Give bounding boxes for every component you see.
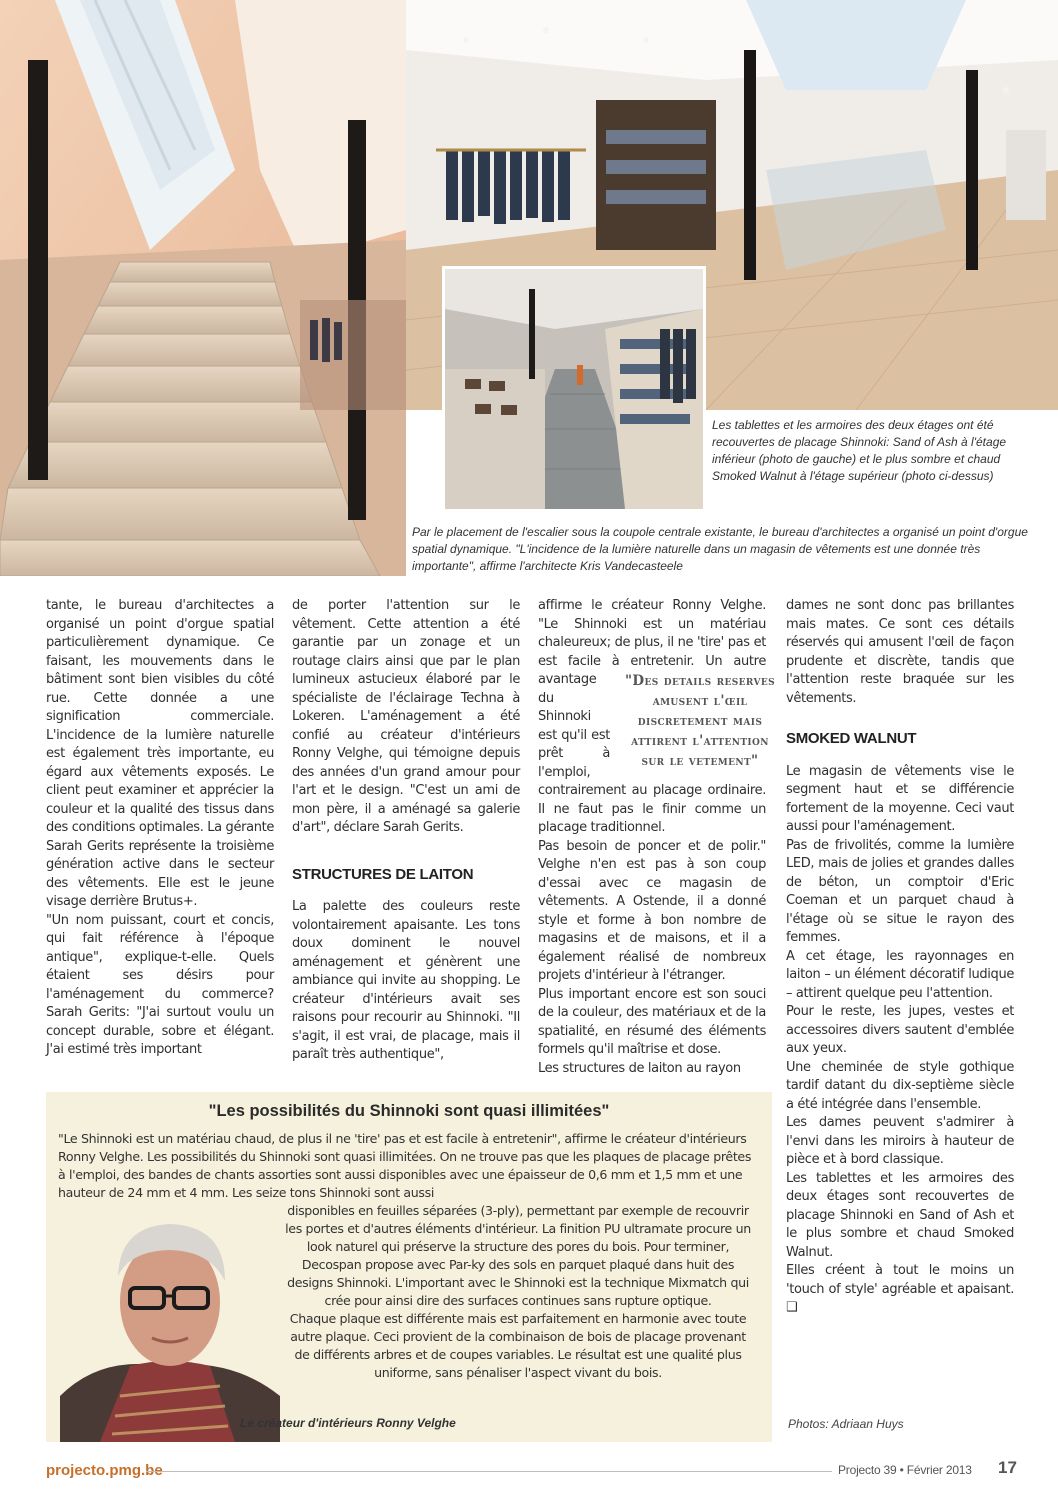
paragraph: Pas besoin de poncer et de polir." Velghe n'en est pas à son coup d'essai avec ce magasin de vêtements. A Ostende, il a donné style et forme à bon nombre de magasins et de maisons, et il a également réalisé de nombreux projets d'intérieur à l'étranger. bbox=[538, 838, 766, 983]
paragraph: Les tablettes et les armoires des deux étages sont recouvertes de placage Shinnoki en Sand of Ash et le plus sombre et chaud Smoked Walnut. bbox=[786, 1170, 1014, 1260]
footer-website-link[interactable]: projecto.pmg.be bbox=[46, 1462, 163, 1479]
box-body-text bbox=[282, 1202, 754, 1382]
section-heading-smoked-walnut: SMOKED WALNUT bbox=[786, 730, 917, 747]
paragraph: Pour le reste, les jupes, vestes et accessoires divers sautent d'emblée aux yeux. bbox=[786, 1004, 1014, 1056]
paragraph: disponibles en feuilles séparées (3-ply), permettant par exemple de recouvrir les portes et d'autres éléments d'intérieur. La finition PU ultramate procure un look naturel qui préserve la structure des pores du bois. Pour terminer, Decospan propose avec Par-ky des sols en parquet plaqué dans huit des designs Shinnoki. L'important avec le Shinnoki est la technique Mixmatch qui crée pour ainsi dire des surfaces continues sans rupture optique. bbox=[285, 1203, 751, 1308]
page-number: 17 bbox=[998, 1458, 1017, 1477]
ronny-velghe-portrait bbox=[60, 1206, 280, 1442]
paragraph: Plus important encore est son souci de la couleur, des matériaux et de la spatialité, en résumé des éléments formels qu'il maîtrise et dose. bbox=[538, 986, 766, 1057]
footer-issue-info: Projecto 39 • Février 2013 bbox=[838, 1463, 972, 1477]
photo-credit: Photos: Adriaan Huys bbox=[788, 1417, 904, 1431]
paragraph: Elles créent à tout le moins un 'touch of style' agréable et apaisant. ❑ bbox=[786, 1263, 1014, 1315]
paragraph: "Un nom puissant, court et concis, qui fait référence à l'époque antique", explique-t-elle. Quels étaient ses désirs pour l'aménagement du commerce? Sarah Gerits: "J'ai surtout voulu un concept durable, sobre et élégant. J'ai estimé très important bbox=[46, 912, 274, 1057]
paragraph: Une cheminée de style gothique tardif datant du dix-septième siècle a été intégrée dans l'ensemble. bbox=[786, 1059, 1014, 1112]
paragraph: Le magasin de vêtements vise le segment haut et se différencie fortement de la moyenne. Ceci vaut aussi pour l'aménagement. bbox=[786, 763, 1014, 834]
paragraph: A cet étage, les rayonnages en laiton – un élément décoratif ludique – attirent quelque peu l'attention. bbox=[786, 948, 1014, 1001]
box-intro-text: "Le Shinnoki est un matériau chaud, de plus il ne 'tire' pas et est facile à entretenir", affirme le créateur d'intérieurs Ronny Velghe. Les possibilités du Shinnoki sont quasi illimitées. On ne trouve pas que les plaques de placage prêtes à l'emploi, des bandes de chants assorties sont aussi disponibles avec une épaisseur de 0,6 mm et 1,5 mm et une hauteur de 24 mm et 4 mm. Les seize tons Shinnoki sont aussi bbox=[58, 1131, 752, 1200]
paragraph: tante, le bureau d'architectes a organisé un point d'orgue spatial particulièrement dynamique. Ce faisant, les mouvements dans le bâtiment sont bien visibles du côté rue. Cette donnée a une signification commerciale. L'incidence de la lumière naturelle est également très importante, eu égard aux vêtements exposés. Le client peut examiner et apprécier la couleur et la qualité des tissus dans des conditions optimales. La gérante Sarah Gerits représente la troisième génération active dans le secteur des vêtements. Elle est le jeune visage derrière Brutus+. bbox=[46, 598, 274, 909]
paragraph: de porter l'attention sur le vêtement. Cette attention a été garantie par un zonage et un routage clairs ainsi que par le plan lumineux astucieux élaboré par le spécialiste de l'éclairage Techna à Lokeren. L'aménagement a été confié au créateur d'intérieurs Ronny Velghe, qui témoigne depuis des années d'un grand amour pour l'art et le design. "C'est un ami de mon père, il a aménagé sa galerie d'art", déclare Sarah Gerits. bbox=[292, 598, 520, 835]
upper-photo-caption: Les tablettes et les armoires des deux étages ont été recouvertes de placage Shinnoki: Sand of Ash à l'étage inférieur (photo de gauche) et le plus sombre et chaud Smoked Walnut à l'étage supérieur (photo ci-dessus) bbox=[712, 418, 1007, 483]
article-column-2 bbox=[292, 597, 520, 1065]
article-column-3 bbox=[538, 597, 775, 1078]
lower-floor-photo bbox=[442, 266, 706, 512]
article-column-1 bbox=[46, 597, 274, 1060]
paragraph: Pas de frivolités, comme la lumière LED, mais de jolies et grandes dalles de béton, un comptoir d'Eric Coeman et un parquet chaud à l'étage où se situe le rayon des femmes. bbox=[786, 837, 1014, 945]
paragraph: Les dames peuvent s'admirer à l'envi dans les miroirs à hauteur de pièce et à bord classique. bbox=[786, 1115, 1014, 1167]
section-heading-structures-de-laiton: STRUCTURES DE LAITON bbox=[292, 865, 474, 883]
pull-quote: "Des details reserves amusent l'œil discretement mais attirent l'attention sur le vetement" bbox=[625, 673, 775, 769]
paragraph: La palette des couleurs reste volontairement apaisante. Les tons doux dominent le nouvel aménagement et génèrent une ambiance qui invite au shopping. Le créateur d'intérieurs avait ses raisons pour recourir au Shinnoki. "Il s'agit, il est vrai, de placage, mais il paraît très authentique", bbox=[292, 899, 520, 1062]
paragraph: Chaque plaque est différente mais est parfaitement en harmonie avec toute autre plaque. Ceci provient de la combinaison de bois de placage provenant de différents arbres et de coupes variables. Le résultat est une qualité plus uniforme, sans pénaliser l'aspect vivant du bois. bbox=[289, 1311, 747, 1380]
paragraph: affirme le créateur Ronny Velghe. "Le Shinnoki est un matériau chaleureux; de plus, il ne 'tire' pas et est facile à entretenir. Un autre avantage du Shinnoki est qu'il est prêt à l'emploi, contrairement au placage ordinaire. Il ne faut pas le finir comme un placage traditionnel. bbox=[538, 598, 766, 835]
staircase-photo-caption: Par le placement de l'escalier sous la coupole centrale existante, le bureau d'architectes a organisé un point d'orgue spatial dynamique. "L'incidence de la lumière naturelle dans un magasin de vêtements est une donnée très importante", affirme l'architecte Kris Vandecasteele bbox=[412, 525, 1028, 573]
paragraph: dames ne sont donc pas brillantes mais mates. Ce sont ces détails réservés qui amusent l'œil de façon prudente et discrète, tandis que l'attention reste braquée sur les vêtements. bbox=[786, 598, 1014, 706]
portrait-caption: Le créateur d'intérieurs Ronny Velghe bbox=[240, 1416, 456, 1430]
article-column-4 bbox=[786, 597, 1014, 1318]
box-title: "Les possibilités du Shinnoki sont quasi illimitées" bbox=[208, 1102, 610, 1120]
footer-divider bbox=[146, 1471, 832, 1472]
staircase-photo bbox=[0, 0, 406, 576]
paragraph: Les structures de laiton au rayon bbox=[538, 1060, 741, 1076]
